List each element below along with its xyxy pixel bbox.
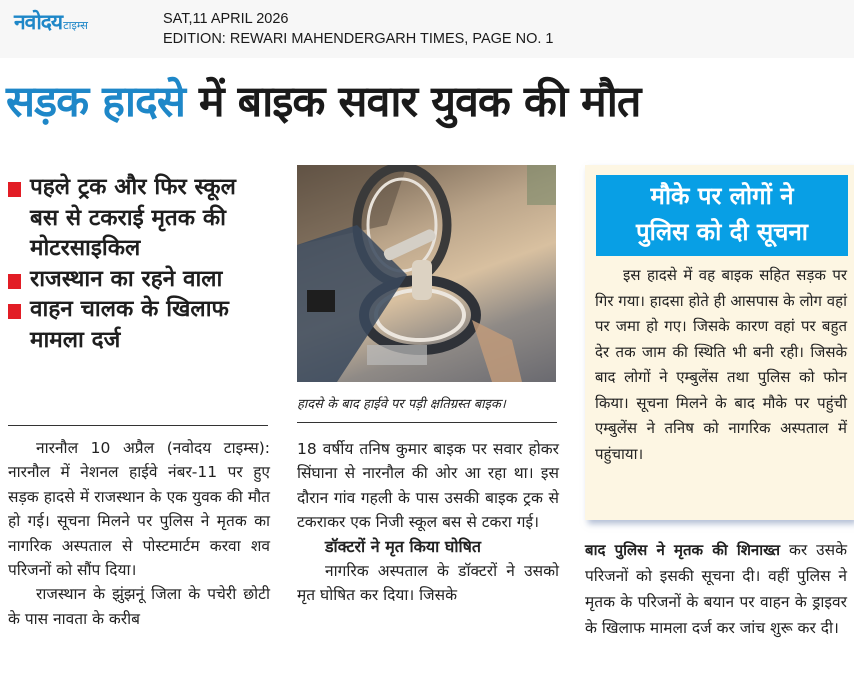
subheading: डॉक्टरों ने मृत किया घोषित (325, 536, 481, 556)
red-square-bullet-icon (8, 182, 21, 197)
logo-main: नवोदय (14, 10, 63, 34)
sidebar-box-title (596, 175, 848, 256)
sidebar-box (585, 165, 854, 520)
highlight-text: राजस्थान का रहने वाला (30, 265, 223, 292)
paragraph: नागरिक अस्पताल के डॉक्टरों ने उसको मृत घोषित कर दिया। जिसके (297, 562, 559, 605)
paragraph: राजस्थान के झुंझनूं जिला के पचेरी छोटी के पास नावता के करीब (8, 585, 270, 628)
edition-info: EDITION: REWARI MAHENDERGARH TIMES, PAGE NO. 1 (163, 31, 554, 47)
paragraph: नारनौल 10 अप्रैल (नवोदय टाइम्स): नारनौल में नेशनल हाईवे नंबर-11 पर हुए सड़क हादसे में राजस्थान के एक युवक की मौत हो गई। सूचना मिलने पर पुलिस ने मृतक का नागरिक अस्पताल से पोस्टमार्टम करवा शव परिजनों को सौंप दिया। (8, 439, 270, 580)
highlights-list (8, 172, 270, 355)
photo-caption: हादसे के बाद हाईवे पर पड़ी क्षतिग्रस्त बाइक। (297, 397, 506, 412)
headline-highlight: सड़क हादसे (6, 77, 185, 127)
masthead-bar (0, 0, 854, 58)
logo-sub: टाइम्स (63, 19, 88, 32)
red-square-bullet-icon (8, 274, 21, 289)
divider (8, 425, 268, 426)
highlight-text: पहले ट्रक और फिर स्कूल बस से टकराई मृतक की मोटरसाइकिल (30, 174, 236, 261)
lead-text: बाद पुलिस ने मृतक की शिनाख्त (585, 541, 781, 559)
accident-photo[interactable] (297, 165, 556, 382)
highlight-item (8, 264, 270, 295)
paragraph: 18 वर्षीय तनिष कुमार बाइक पर सवार होकर सिंघाना से नारनौल की ओर आ रहा था। इस दौरान गांव गहली के पास उसकी बाइक ट्रक से टकराकर एक निजी स्कूल बस से टकरा गई। (297, 440, 559, 532)
article-column-1 (8, 436, 270, 631)
headline-rest: में बाइक सवार युवक की मौत (184, 77, 641, 127)
highlight-item (8, 294, 270, 355)
red-square-bullet-icon (8, 304, 21, 319)
sidebar-title-line: मौके पर लोगों ने (650, 182, 794, 210)
article-column-2 (297, 437, 559, 608)
edition-meta (163, 9, 553, 49)
highlight-item (8, 172, 270, 264)
article-column-3 (585, 537, 847, 641)
motorcycle-illustration-icon (297, 165, 556, 382)
newspaper-logo[interactable] (14, 8, 88, 36)
issue-date: SAT,11 APRIL 2026 (163, 11, 289, 27)
sidebar-box-body: इस हादसे में वह बाइक सहित सड़क पर गिर गया। हादसा होते ही आसपास के लोग वहां पर जमा हो गए। जिसके कारण वहां पर बहुत देर तक जाम की स्थिति भी बनी रही। जिसके बाद लोगों ने एम्बुलेंस तथा पुलिस को फोन किया। सूचना मिलने के बाद मौके पर पहुंची एम्बुलेंस ने तनिष को नागरिक अस्पताल में पहुंचाया। (595, 266, 847, 463)
paragraph: कर उसके परिजनों को इसकी सूचना दी। वहीं पुलिस ने मृतक के परिजनों के बयान पर वाहन के ड्राइवर के खिलाफ मामला दर्ज कर जांच शुरू कर दी। (585, 541, 847, 637)
highlight-text: वाहन चालक के खिलाफ मामला दर्ज (30, 296, 229, 353)
divider (297, 422, 557, 423)
sidebar-title-line: पुलिस को दी सूचना (635, 218, 809, 246)
page-headline (6, 74, 854, 130)
